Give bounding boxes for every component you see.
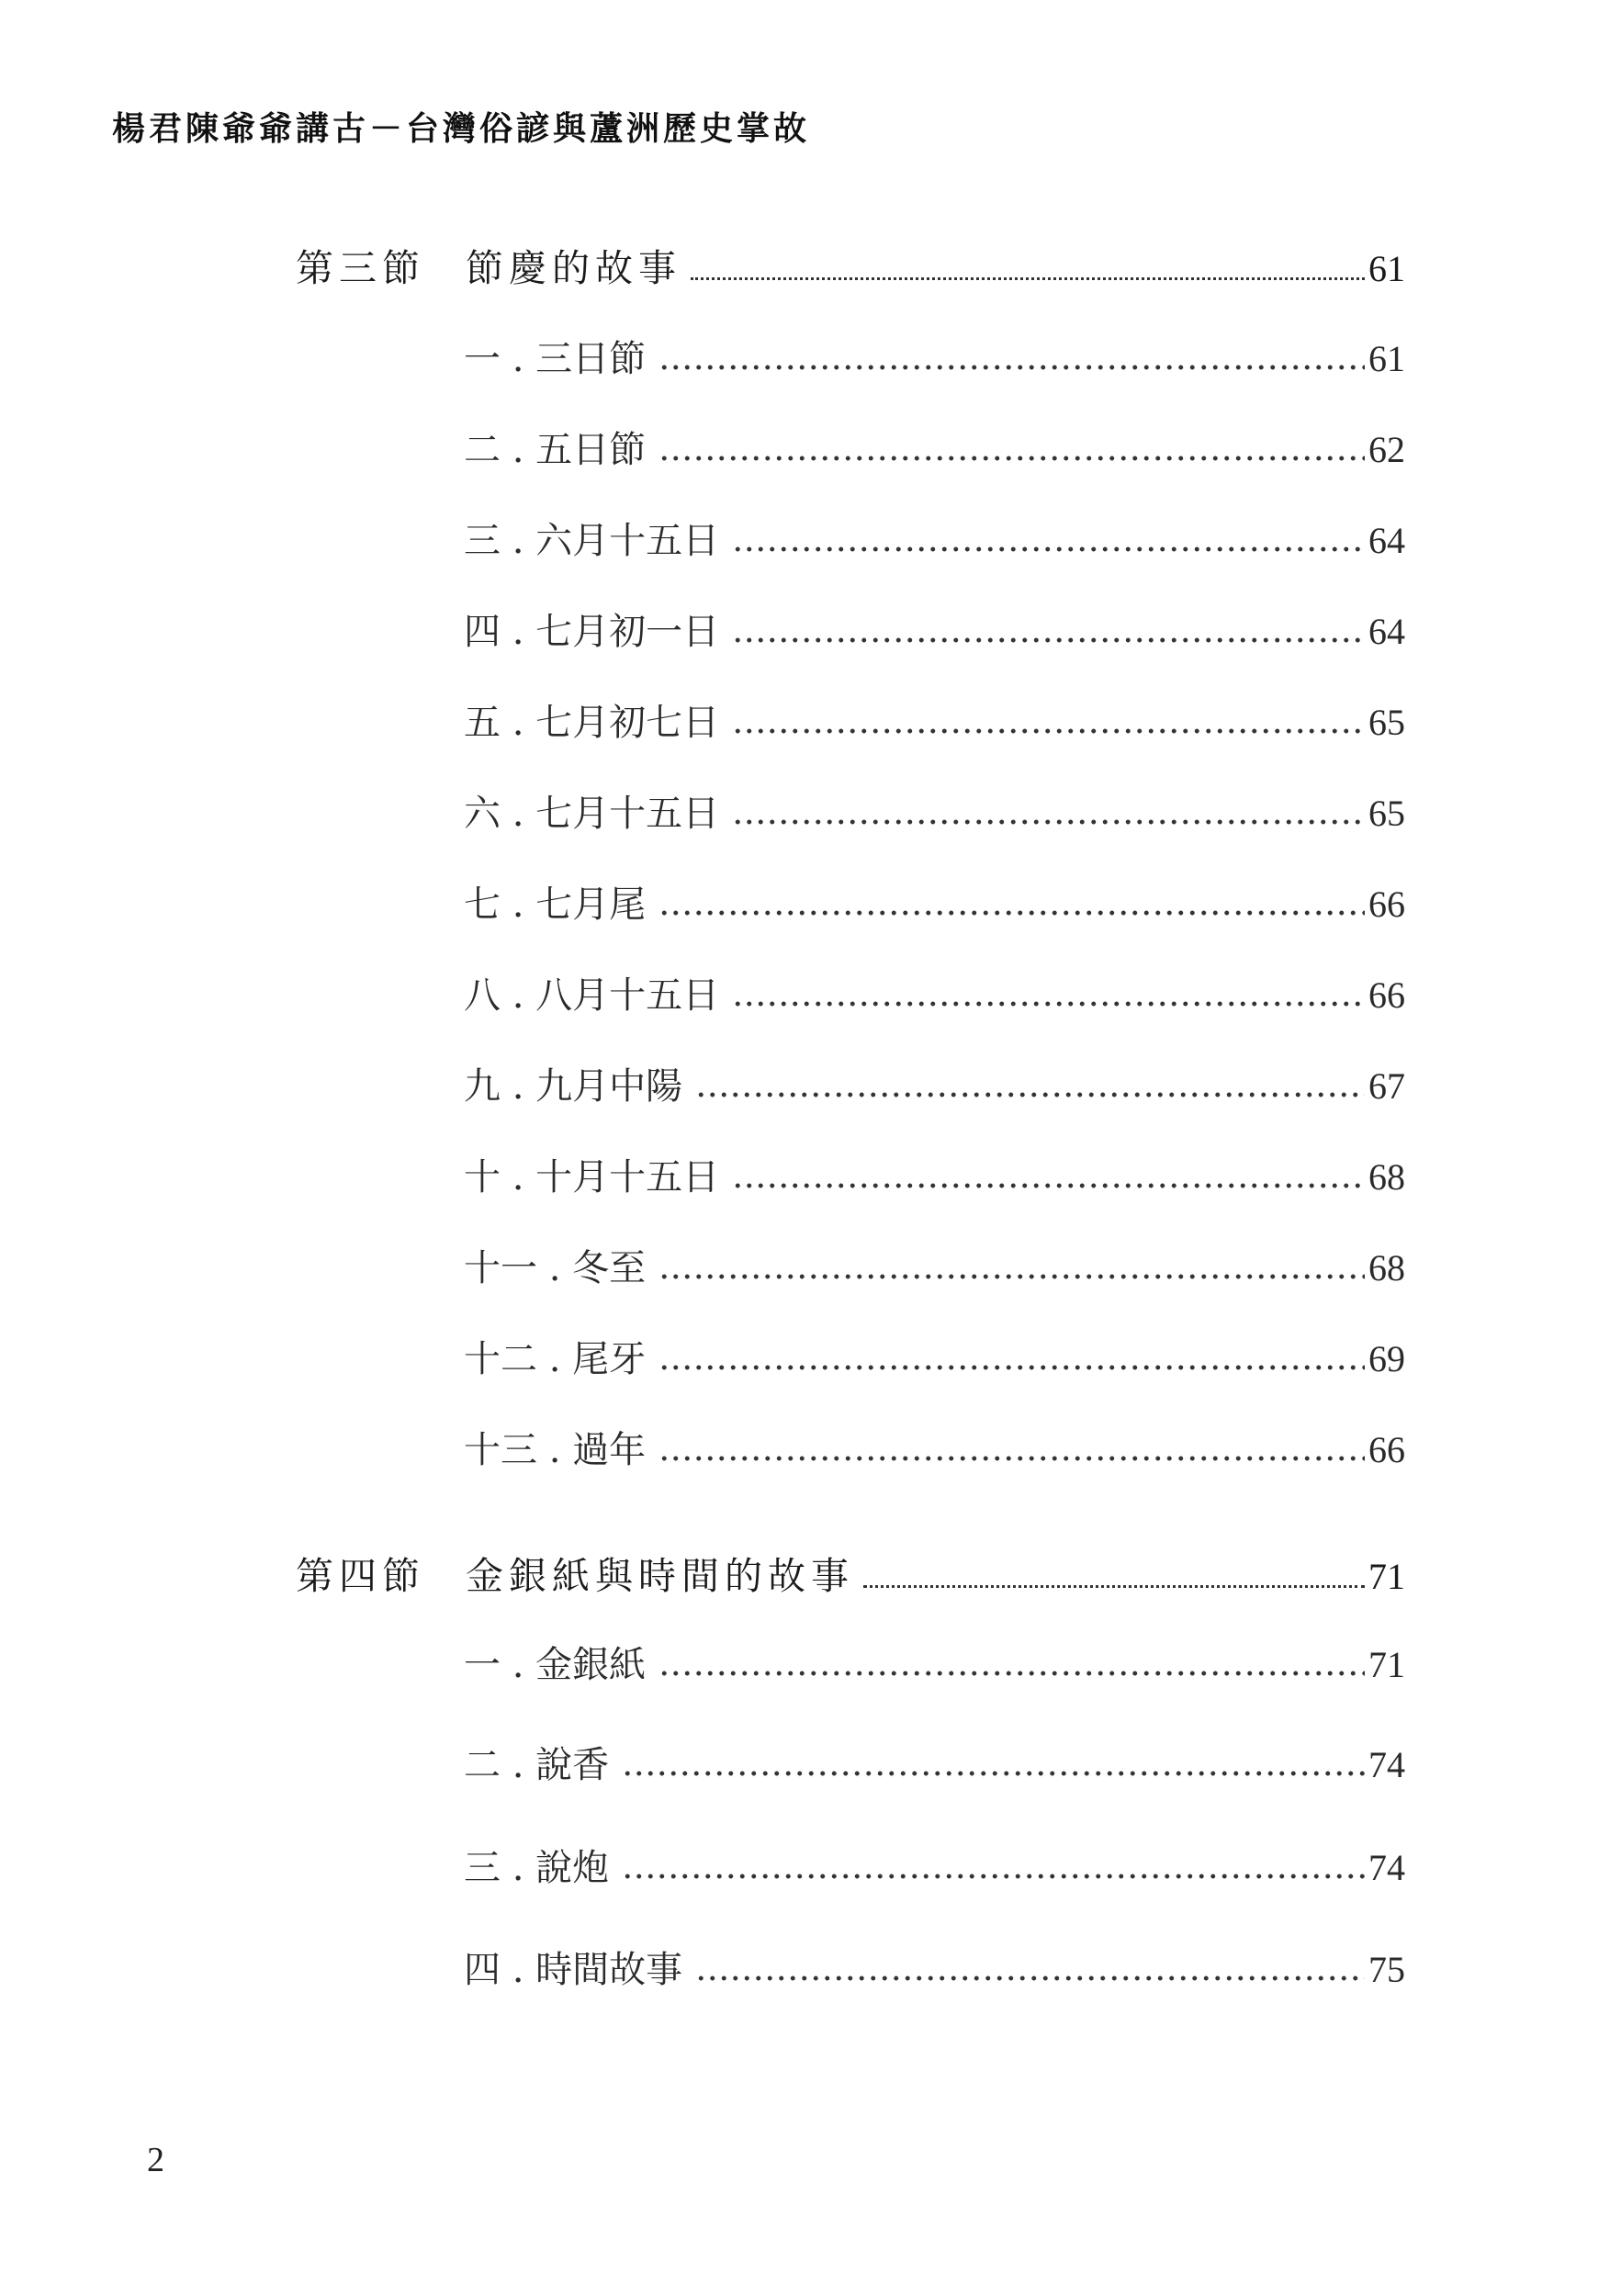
page-number: 64 xyxy=(1368,611,1405,652)
dot-leader xyxy=(732,1183,1365,1188)
entry-title: 六 . 七月十五日 xyxy=(464,793,720,835)
page-number: 71 xyxy=(1368,1556,1405,1597)
entry-title: 一 . 金銀紙 xyxy=(464,1644,647,1686)
page-number: 66 xyxy=(1368,1429,1405,1470)
dot-leader xyxy=(691,277,1365,280)
running-header: 楊君陳爺爺講古－台灣俗諺與蘆洲歷史掌故 xyxy=(112,110,811,148)
section-label: 第四節 xyxy=(296,1554,425,1598)
entry-title: 四 . 時間故事 xyxy=(464,1949,683,1991)
section-label: 第三節 xyxy=(296,246,425,290)
entry-title: 一 . 三日節 xyxy=(464,338,647,380)
entry-title: 十一 . 冬至 xyxy=(464,1247,647,1289)
entry-title: 十三 . 過年 xyxy=(464,1429,647,1471)
section-title: 金銀紙與時間的故事 xyxy=(466,1554,854,1598)
entry-title: 二 . 五日節 xyxy=(464,429,647,471)
entry-title: 八 . 八月十五日 xyxy=(464,974,720,1017)
dot-leader xyxy=(659,1365,1365,1370)
entry-title: 七 . 七月尾 xyxy=(464,884,647,926)
page-number: 65 xyxy=(1368,793,1405,834)
page-number: 66 xyxy=(1368,974,1405,1016)
dot-leader xyxy=(732,728,1365,734)
dot-leader xyxy=(732,546,1365,552)
toc-entry[interactable] xyxy=(464,877,1405,932)
dot-leader xyxy=(622,1874,1365,1879)
toc-entry[interactable] xyxy=(464,332,1405,387)
entry-title: 九 . 九月中陽 xyxy=(464,1065,683,1108)
page-number: 66 xyxy=(1368,884,1405,925)
toc-entry[interactable] xyxy=(464,604,1405,659)
dot-leader xyxy=(622,1771,1365,1776)
page-number: 65 xyxy=(1368,702,1405,743)
dot-leader xyxy=(732,1001,1365,1007)
dot-leader xyxy=(659,1274,1365,1279)
dot-leader xyxy=(659,1671,1365,1676)
toc-entry[interactable] xyxy=(464,1423,1405,1478)
page-number: 69 xyxy=(1368,1338,1405,1379)
entry-title: 十 . 十月十五日 xyxy=(464,1156,720,1199)
toc-entry[interactable] xyxy=(464,1059,1405,1114)
page-number: 68 xyxy=(1368,1156,1405,1198)
page-number: 75 xyxy=(1368,1949,1405,1990)
toc-entry[interactable] xyxy=(464,1241,1405,1296)
toc-entry[interactable] xyxy=(464,1332,1405,1387)
page-number: 61 xyxy=(1368,248,1405,289)
toc-entry[interactable] xyxy=(464,1150,1405,1205)
dot-leader xyxy=(695,1975,1365,1981)
page-number: 64 xyxy=(1368,520,1405,561)
entry-title: 三 . 六月十五日 xyxy=(464,520,720,562)
toc-entry[interactable] xyxy=(464,1942,1405,1998)
entry-title: 四 . 七月初一日 xyxy=(464,611,720,653)
toc-entry[interactable] xyxy=(464,968,1405,1023)
dot-leader xyxy=(732,819,1365,825)
toc-entry[interactable] xyxy=(464,786,1405,841)
entry-title: 十二 . 尾牙 xyxy=(464,1338,647,1380)
entry-title: 三 . 說炮 xyxy=(464,1847,610,1889)
toc-entry[interactable] xyxy=(464,513,1405,568)
toc-section-4[interactable] xyxy=(296,1548,1405,1604)
dot-leader xyxy=(659,456,1365,461)
page-number: 74 xyxy=(1368,1847,1405,1888)
dot-leader xyxy=(732,637,1365,643)
dot-leader xyxy=(659,910,1365,916)
toc-entry[interactable] xyxy=(464,1738,1405,1793)
toc-entry[interactable] xyxy=(464,695,1405,750)
toc-entry[interactable] xyxy=(464,422,1405,478)
dot-leader xyxy=(863,1585,1365,1588)
page-number: 67 xyxy=(1368,1065,1405,1107)
section-title: 節慶的故事 xyxy=(466,246,681,290)
toc-section-3[interactable] xyxy=(296,241,1405,296)
page-number: 71 xyxy=(1368,1644,1405,1685)
page-number-footer: 2 xyxy=(147,2141,164,2179)
dot-leader xyxy=(659,365,1365,370)
toc-entry[interactable] xyxy=(464,1840,1405,1896)
page-number: 61 xyxy=(1368,338,1405,379)
page-number: 68 xyxy=(1368,1247,1405,1289)
toc-entry[interactable] xyxy=(464,1638,1405,1693)
entry-title: 五 . 七月初七日 xyxy=(464,702,720,744)
dot-leader xyxy=(695,1092,1365,1097)
page-number: 62 xyxy=(1368,429,1405,470)
dot-leader xyxy=(659,1456,1365,1461)
entry-title: 二 . 說香 xyxy=(464,1744,610,1786)
page-number: 74 xyxy=(1368,1744,1405,1785)
